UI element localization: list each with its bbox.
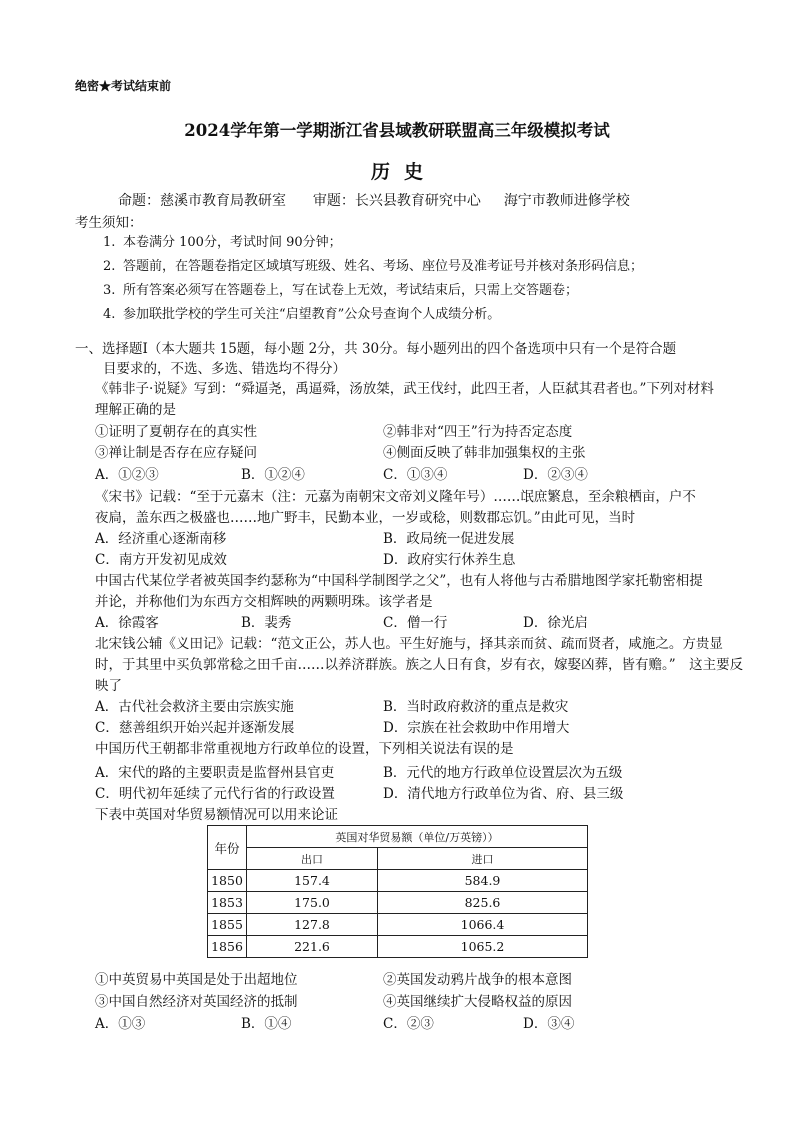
question-4-stem-cont: 映了 [95, 678, 122, 694]
question-1-statement: ②韩非对“四王”行为持否定态度 [383, 424, 573, 440]
question-4-choice-b[interactable]: B．当时政府救济的重点是救灾 [383, 699, 569, 715]
question-5-stem: 中国历代王朝都非常重视地方行政单位的设置，下列相关说法有误的是 [95, 741, 514, 757]
question-4-choice-c[interactable]: C．慈善组织开始兴起并逐渐发展 [95, 720, 295, 736]
question-3-choice-b[interactable]: B．裴秀 [241, 615, 292, 631]
exam-title: 2024学年第一学期浙江省县域教研联盟高三年级模拟考试 [184, 121, 610, 140]
author-setter: 命题：慈溪市教育局教研室 [118, 193, 286, 209]
question-6-choice-d[interactable]: D．③④ [523, 1016, 575, 1032]
question-4-stem: 北宋钱公辅《义田记》记载：“范文正公，苏人也。平生好施与，择其亲而贫、疏而贤者，咸施之。方贵显 [95, 636, 723, 652]
table-cell: 1853 [208, 892, 247, 914]
question-6-choice-a[interactable]: A．①③ [95, 1016, 146, 1032]
question-1-stem: 《韩非子·说疑》写到：“舜逼尧，禹逼舜，汤放桀，武王伐纣，此四王者，人臣弑其君者也。”下列对材料 [95, 381, 714, 397]
table-row [208, 936, 588, 958]
table-cell: 221.6 [247, 936, 378, 958]
question-2-stem: 《宋书》记载：“至于元嘉末（注：元嘉为南朝宋文帝刘义隆年号）……氓庶繁息，至余粮栖亩，户不 [95, 489, 696, 505]
question-6-choice-c[interactable]: C．②③ [383, 1016, 434, 1032]
question-5-choice-b[interactable]: B．元代的地方行政单位设置层次为五级 [383, 765, 623, 781]
notice-item: 1. 本卷满分 100分，考试时间 90分钟； [103, 235, 342, 250]
question-2-choice-d[interactable]: D．政府实行休养生息 [383, 552, 516, 568]
question-2-choice-b[interactable]: B．政局统一促进发展 [383, 531, 515, 547]
question-3-stem: 中国古代某位学者被英国李约瑟称为“中国科学制图学之父”，也有人将他与古希腊地图学家托勒密相提 [95, 573, 703, 589]
author-reviewer-2: 海宁市教师进修学校 [503, 193, 630, 209]
question-5-choice-c[interactable]: C．明代初年延续了元代行省的行政设置 [95, 786, 335, 802]
author-reviewer: 审题：长兴县教育研究中心 [312, 193, 481, 209]
question-6-statement: ④英国继续扩大侵略权益的原因 [383, 994, 572, 1010]
question-6-statement: ③中国自然经济对英国经济的抵制 [95, 994, 298, 1010]
table-header-title: 英国对华贸易额（单位/万英镑）） [247, 826, 588, 848]
question-2-choice-a[interactable]: A．经济重心逐渐南移 [95, 531, 227, 547]
trade-table [207, 825, 588, 958]
question-3-choice-d[interactable]: D．徐光启 [523, 615, 588, 631]
table-header-import: 进口 [378, 848, 588, 870]
question-1-choice-b[interactable]: B．①②④ [241, 467, 305, 483]
question-6-statement: ①中英贸易中英国是处于出超地位 [95, 972, 298, 988]
table-row [208, 892, 588, 914]
table-cell: 157.4 [247, 870, 378, 892]
question-6-statement: ②英国发动鸦片战争的根本意图 [383, 972, 572, 988]
table-row [208, 914, 588, 936]
table-header-year: 年份 [208, 826, 247, 870]
question-4-choice-d[interactable]: D．宗族在社会救助中作用增大 [383, 720, 570, 736]
table-cell: 1066.4 [378, 914, 588, 936]
question-1-choice-a[interactable]: A．①②③ [95, 467, 159, 483]
question-1-statement: ④侧面反映了韩非加强集权的主张 [383, 445, 586, 461]
section-heading-cont: 目要求的，不选、多选、错选均不得分） [103, 361, 346, 377]
question-3-choice-c[interactable]: C．僧一行 [383, 615, 448, 631]
question-1-stem-cont: 理解正确的是 [95, 402, 176, 418]
notice-item: 3. 所有答案必须写在答题卷上，写在试卷上无效，考试结束后，只需上交答题卷； [103, 283, 579, 298]
question-1-choice-c[interactable]: C．①③④ [383, 467, 448, 483]
question-6-choice-b[interactable]: B．①④ [241, 1016, 292, 1032]
table-cell: 825.6 [378, 892, 588, 914]
question-3-stem-cont: 并论，并称他们为东西方交相辉映的两颗明珠。该学者是 [95, 594, 433, 610]
table-cell: 175.0 [247, 892, 378, 914]
table-cell: 1855 [208, 914, 247, 936]
notice-item: 4. 参加联批学校的学生可关注“启望教育”公众号查询个人成绩分析。 [103, 307, 501, 322]
table-row [208, 870, 588, 892]
question-1-statement: ①证明了夏朝存在的真实性 [95, 424, 257, 440]
question-4-stem-cont: 时，于其里中买负郭常稔之田千亩……以养济群族。族之人日有食，岁有衣，嫁娶凶葬，皆有赡。” 这主要反 [95, 657, 744, 673]
secret-label: 绝密★考试结束前 [75, 79, 172, 93]
notice-list [103, 231, 643, 327]
question-5-choice-d[interactable]: D．清代地方行政单位为省、府、县三级 [383, 786, 624, 802]
table-cell: 1065.2 [378, 936, 588, 958]
subject-title: 历史 [370, 161, 437, 183]
question-1-choice-d[interactable]: D．②③④ [523, 467, 588, 483]
table-cell: 1850 [208, 870, 247, 892]
question-2-choice-c[interactable]: C．南方开发初见成效 [95, 552, 227, 568]
table-header-export: 出口 [247, 848, 378, 870]
notice-item: 2. 答题前，在答题卷指定区域填写班级、姓名、考场、座位号及准考证号并核对条形码信息； [103, 259, 644, 274]
table-cell: 1856 [208, 936, 247, 958]
question-5-choice-a[interactable]: A．宋代的路的主要职责是监督州县官吏 [95, 765, 335, 781]
table-cell: 584.9 [378, 870, 588, 892]
notice-title: 考生须知： [75, 215, 143, 231]
table-cell: 127.8 [247, 914, 378, 936]
question-2-stem-cont: 夜扃，盖东西之极盛也……地广野丰，民勤本业，一岁或稔，则数郡忘饥。”由此可见，当时 [95, 510, 636, 526]
question-6-stem: 下表中英国对华贸易额情况可以用来论证 [95, 807, 338, 823]
question-1-statement: ③禅让制是否存在应存疑问 [95, 445, 257, 461]
section-heading: 一、选择题Ⅰ（本大题共 15题，每小题 2分，共 30分。每小题列出的四个备选项中只有一个是符合题 [75, 341, 677, 357]
question-4-choice-a[interactable]: A．古代社会救济主要由宗族实施 [95, 699, 294, 715]
authors-line [118, 190, 630, 210]
question-3-choice-a[interactable]: A．徐霞客 [95, 615, 159, 631]
